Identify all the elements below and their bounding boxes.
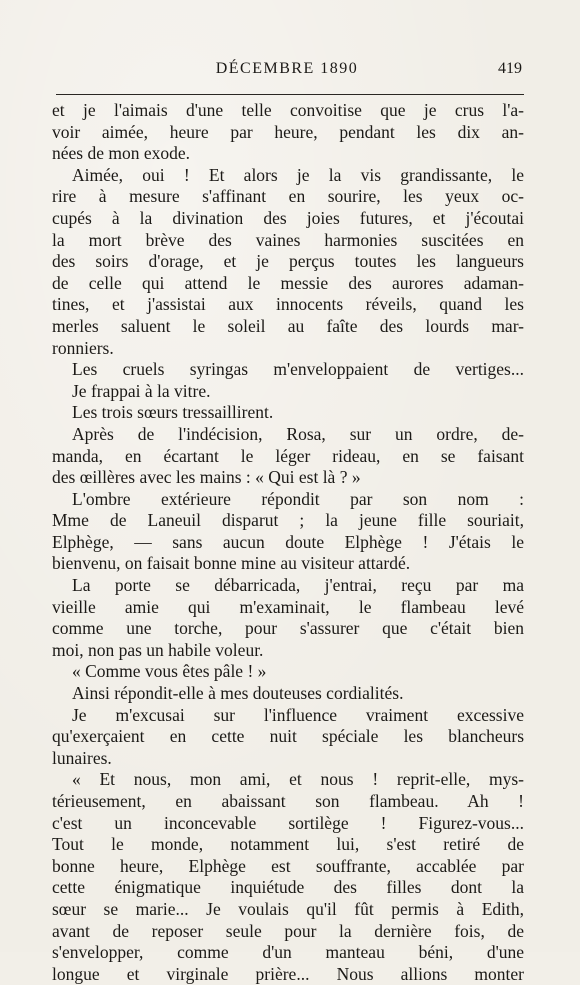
- body-text: [52, 100, 524, 985]
- text-line: Les cruels syringas m'enveloppaient de vertiges...: [72, 359, 524, 380]
- text-line: L'ombre extérieure répondit par son nom :: [72, 488, 524, 509]
- text-line: merles saluent le soleil au faîte des lourds mar-: [52, 315, 524, 336]
- text-line: des œillères avec les mains : « Qui est là ? »: [52, 467, 361, 488]
- text-line: c'est un inconcevable sortilège ! Figurez-vous...: [52, 812, 524, 833]
- text-line: Elphège, — sans aucun doute Elphège ! J'étais le: [52, 531, 524, 552]
- page-number: 419: [498, 60, 522, 77]
- text-line: Ainsi répondit-elle à mes douteuses cordialités.: [72, 683, 404, 704]
- text-line: Après de l'indécision, Rosa, sur un ordre, de-: [72, 423, 524, 444]
- text-line: ronniers.: [52, 337, 114, 358]
- text-line: Tout le monde, notamment lui, s'est retiré de: [52, 834, 524, 855]
- text-line: Je frappai à la vitre.: [72, 380, 211, 401]
- text-line: sœur se marie... Je voulais qu'il fût permis à Edith,: [52, 898, 524, 919]
- text-line: tines, et j'assistai aux innocents réveils, quand les: [52, 294, 524, 315]
- text-line: Aimée, oui ! Et alors je la vis grandissante, le: [72, 164, 524, 185]
- text-line: des soirs d'orage, et je perçus toutes les langueurs: [52, 251, 524, 272]
- text-line: moi, non pas un habile voleur.: [52, 639, 264, 660]
- text-line: Je m'excusai sur l'influence vraiment excessive: [72, 704, 524, 725]
- text-line: comme une torche, pour s'assurer que c'était bien: [52, 618, 524, 639]
- text-line: voir aimée, heure par heure, pendant les dix an-: [52, 121, 524, 142]
- text-line: manda, en écartant le léger rideau, en se faisant: [52, 445, 524, 466]
- text-line: avant de reposer seule pour la dernière fois, de: [52, 920, 524, 941]
- header-rule: [56, 94, 524, 95]
- running-head: [52, 60, 522, 82]
- text-line: de celle qui attend le messie des aurores adaman-: [52, 272, 524, 293]
- text-line: nées de mon exode.: [52, 143, 191, 164]
- text-line: s'envelopper, comme d'un manteau béni, d'une: [52, 942, 524, 963]
- text-line: « Et nous, mon ami, et nous ! reprit-elle, mys-: [72, 769, 524, 790]
- text-line: bonne heure, Elphège est souffrante, accablée par: [52, 855, 524, 876]
- text-line: et je l'aimais d'une telle convoitise que je crus l'a-: [52, 100, 524, 120]
- text-line: Les trois sœurs tressaillirent.: [72, 402, 274, 423]
- text-line: cette énigmatique inquiétude des filles dont la: [52, 877, 524, 898]
- text-line: cupés à la divination des joies futures, et j'écoutai: [52, 207, 524, 228]
- text-line: « Comme vous êtes pâle ! »: [72, 661, 267, 682]
- text-line: Mme de Laneuil disparut ; la jeune fille souriait,: [52, 510, 524, 531]
- text-line: longue et virginale prière... Nous allions monter: [52, 963, 524, 984]
- text-line: lunaires.: [52, 747, 112, 768]
- text-line: rire à mesure s'affinant en sourire, les yeux oc-: [52, 186, 524, 207]
- text-line: qu'exerçaient en cette nuit spéciale les blancheurs: [52, 726, 524, 747]
- running-title: DÉCEMBRE 1890: [215, 60, 359, 77]
- text-line: La porte se débarricada, j'entrai, reçu par ma: [72, 575, 524, 596]
- text-line: térieusement, en abaissant son flambeau. Ah !: [52, 791, 524, 811]
- text-line: vieille amie qui m'examinait, le flambeau levé: [52, 596, 524, 617]
- text-line: bienvenu, on faisait bonne mine au visiteur attardé.: [52, 553, 411, 574]
- text-line: la mort brève des vaines harmonies suscitées en: [52, 229, 524, 250]
